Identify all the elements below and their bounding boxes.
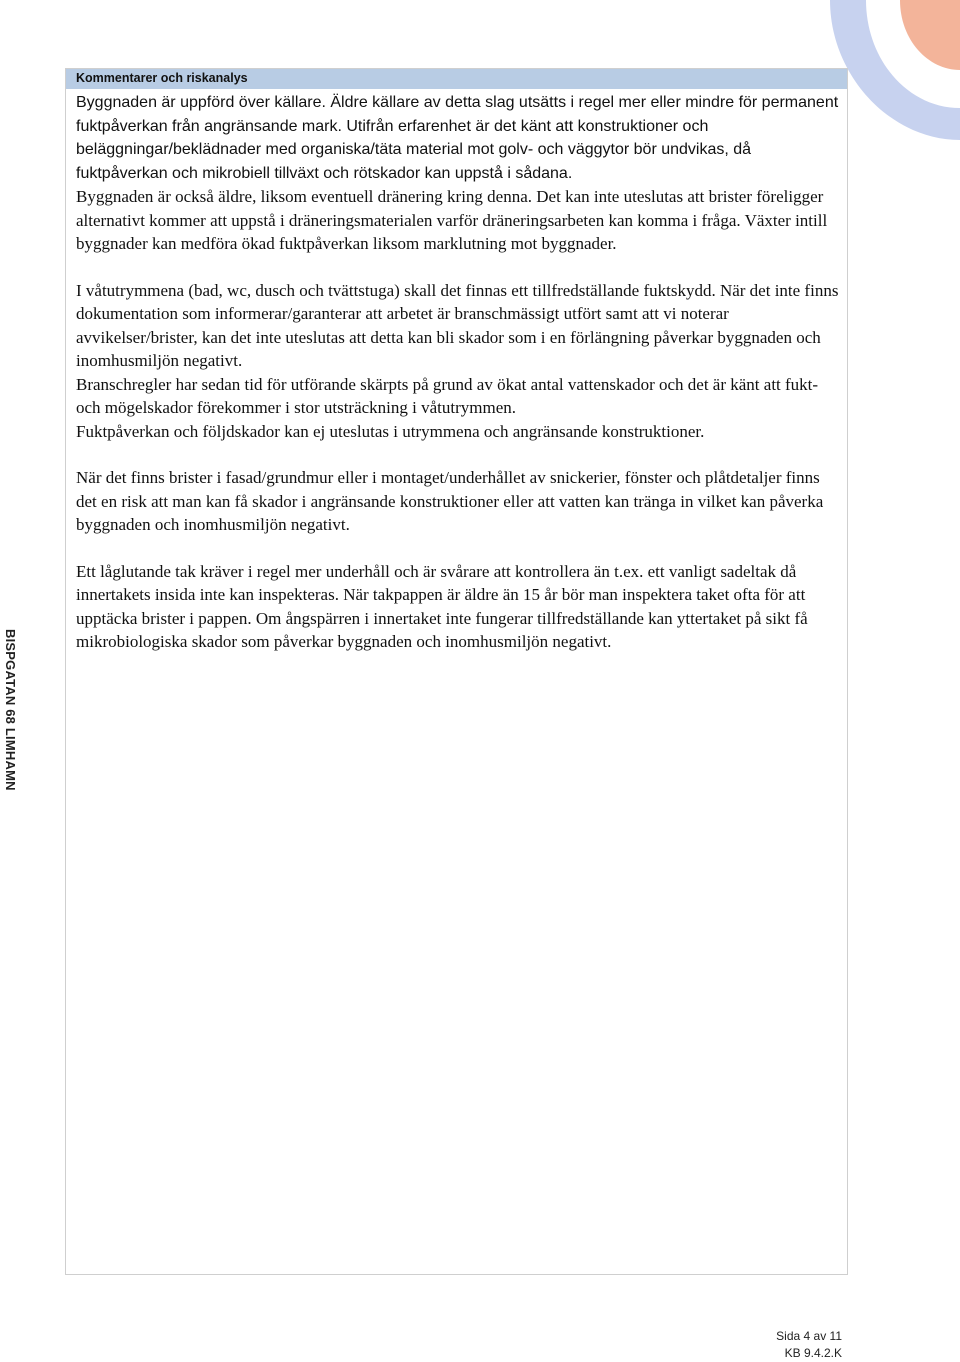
paragraph-facade: När det finns brister i fasad/grundmur eller i montaget/underhållet av snickerier, fönster och plåtdetaljer finns det en risk att man kan få skador i angränsande konstruktioner eller att vatten kan tränga in vilket kan påverka byggnaden och inomhusmiljön negativt. <box>76 468 824 534</box>
comments-section <box>65 68 848 1275</box>
corner-arc-inner <box>900 0 960 70</box>
paragraph-gap <box>76 537 839 560</box>
paragraph-roof: Ett låglutande tak kräver i regel mer underhåll och är svårare att kontrollera än t.ex. ett vanligt sadeltak då innertakets insida inte kan inspekteras. När takpappen är äldre än 15 år bör man inspektera taket ofta för att upptäcka brister i pappen. Om ångspärren i innertaket inte fungerar tillfredställande kan yttertaket på sikt få mikrobiologiska skador som påverkar byggnaden och inomhusmiljön negativt. <box>76 561 808 651</box>
paragraph-gap <box>76 256 839 279</box>
corner-decoration <box>830 0 960 150</box>
paragraph-industry-rules: Branschregler har sedan tid för utförande skärpts på grund av ökat antal vattenskador och det är känt att fukt- och mögelskador förekommer i stor utsträckning i våtutrymmen. <box>76 374 819 417</box>
side-address-label: BISPGATAN 68 LIMHAMN <box>3 629 18 791</box>
paragraph-basement: Byggnaden är uppförd över källare. Äldre källare av detta slag utsätts i regel mer eller mindre för permanent fuktpåverkan från angränsande mark. Utifrån erfarenhet är det känt att konstruktioner och beläggningar/beklädnader med organiska/täta material mot golv- och väggytor bör undvikas, då fuktpåverkan och mikrobiell tillväxt och rötskador kan uppstå i sådana. <box>76 94 839 182</box>
document-code: KB 9.4.2.K <box>784 1346 842 1360</box>
page-footer <box>776 1328 842 1362</box>
paragraph-drainage: Byggnaden är också äldre, liksom eventuell dränering kring denna. Det kan inte uteslutas att brister föreligger alternativt kommer att uppstå i dräneringsmaterialen varför dräneringsarbeten kan komma i fråga. Växter intill byggnader kan medföra ökad fuktpåverkan liksom marklutning mot byggnader. <box>76 187 828 253</box>
page-number: Sida 4 av 11 <box>776 1329 842 1343</box>
paragraph-wet-rooms: I våtutrymmena (bad, wc, dusch och tvättstuga) skall det finnas ett tillfredställande fuktskydd. När det inte finns dokumentation som informerar/garanterar att arbetet är branschmässigt utfört samt att vi noterar avvikelser/brister, kan det inte uteslutas att detta kan bli skador som i en förlängning påverkar byggnaden och inomhusmiljön negativt. <box>76 280 839 370</box>
section-title: Kommentarer och riskanalys <box>66 69 847 89</box>
paragraph-gap <box>76 443 839 466</box>
paragraph-moisture-effects: Fuktpåverkan och följdskador kan ej uteslutas i utrymmena och angränsande konstruktioner. <box>76 421 705 441</box>
section-body <box>66 89 847 654</box>
